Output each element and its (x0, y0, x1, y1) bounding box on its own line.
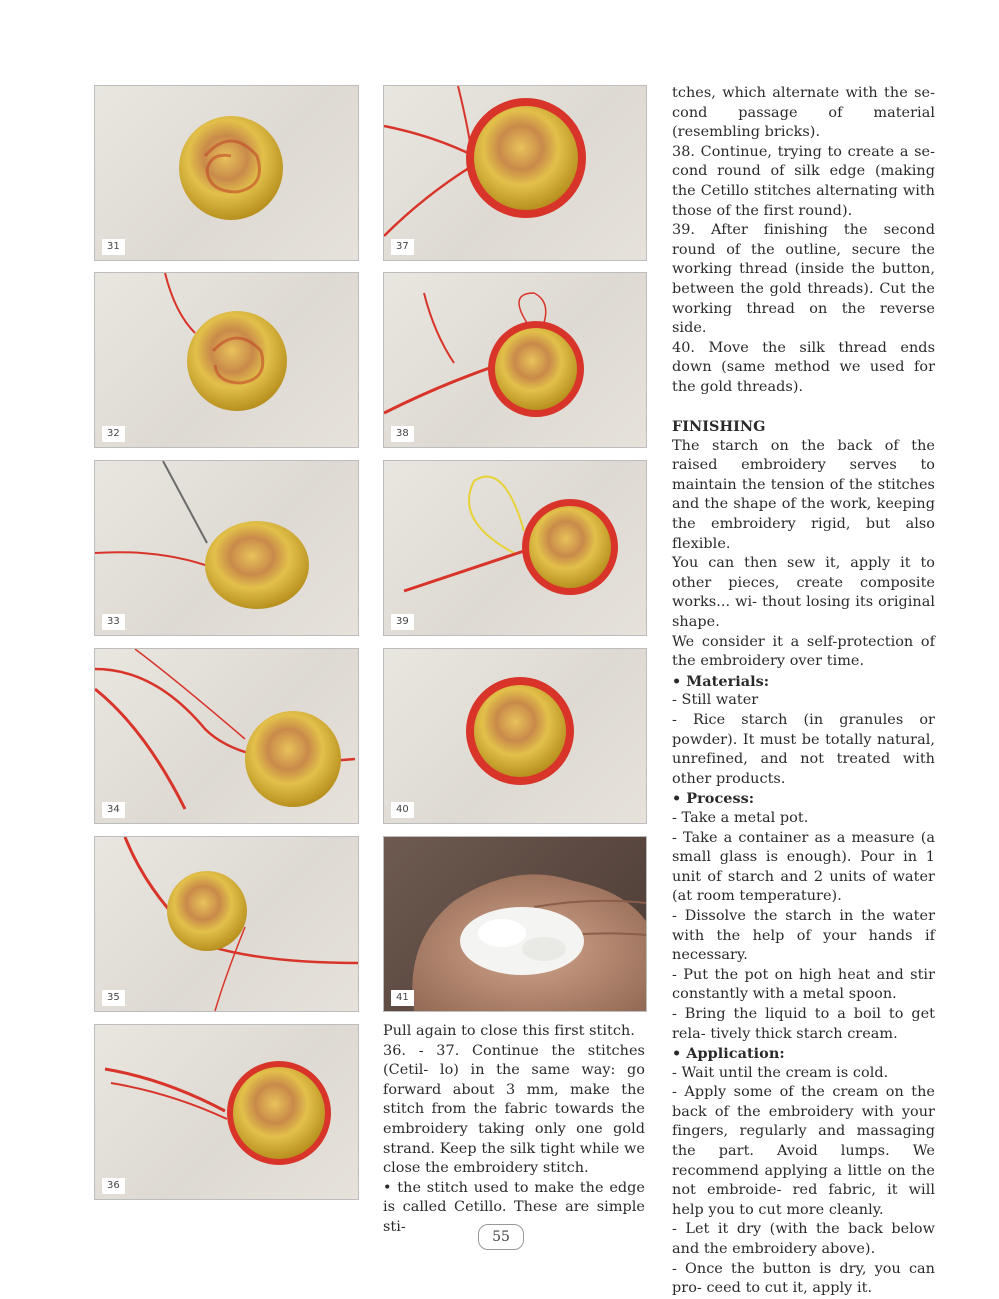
list-item: - Take a container as a measure (a small glass is enough). Pour in 1 unit of starch and 2 units of water (at room temperature). (672, 829, 935, 905)
figure-39 (383, 460, 647, 636)
hand-with-rice-starch-photo (384, 837, 646, 1011)
figure-36 (94, 1024, 359, 1200)
paragraph: You can then sew it, apply it to other pieces, create composite works... wi- thout losing its original shape. (672, 555, 935, 631)
button-photo-34 (95, 649, 358, 823)
figure-number: 37 (391, 239, 414, 255)
figure-number: 33 (102, 614, 125, 630)
list-item: - Wait until the cream is cold. (672, 1064, 889, 1081)
paragraph: 40. Move the silk thread ends down (same method we used for the gold threads). (672, 339, 935, 395)
figure-41 (383, 836, 647, 1012)
paragraph: We consider it a self-protection of the embroidery over time. (672, 633, 935, 670)
application-label: • Application: (672, 1045, 785, 1063)
paragraph: The starch on the back of the raised embroidery serves to maintain the tension of the stitches and the shape of the work, keeping the embroidery rigid, but also flexible. (672, 437, 935, 552)
figure-31 (94, 85, 359, 261)
figure-number: 32 (102, 426, 125, 442)
paragraph: • the stitch used to make the edge is called Cetillo. These are simple sti- (383, 1179, 645, 1235)
figure-number: 35 (102, 990, 125, 1006)
figure-number: 38 (391, 426, 414, 442)
figure-number: 34 (102, 802, 125, 818)
figure-38 (383, 272, 647, 448)
process-label: • Process: (672, 790, 755, 808)
button-photo-32 (95, 273, 358, 447)
button-photo-39 (384, 461, 646, 635)
button-photo-40 (384, 649, 646, 823)
button-photo-33 (95, 461, 358, 635)
paragraph: 39. After finishing the second round of the outline, secure the working thread (inside the button, between the gold threads). Cut the working thread on the reverse side. (672, 222, 935, 337)
figure-40 (383, 648, 647, 824)
button-photo-31 (95, 86, 358, 260)
figure-number: 31 (102, 239, 125, 255)
list-item: - Still water (672, 692, 759, 709)
button-photo-37 (384, 86, 646, 260)
paragraph: 38. Continue, trying to create a se- cond round of silk edge (making the Cetillo stitches alternating with those of the first round). (672, 143, 935, 219)
paragraph: Pull again to close this first stitch. (383, 1023, 635, 1039)
button-photo-35 (95, 837, 358, 1011)
figure-number: 40 (391, 802, 414, 818)
list-item: - Rice starch (in granules or powder). It must be totally natural, unrefined, and not treated with other products. (672, 712, 935, 787)
materials-label: • Materials: (672, 672, 770, 690)
button-photo-38 (384, 273, 646, 447)
list-item: - Put the pot on high heat and stir constantly with a metal spoon. (672, 966, 935, 1003)
list-item: - Bring the liquid to a boil to get rela- tively thick starch cream. (672, 1005, 935, 1042)
list-item: - Let it dry (with the back below and the embroidery above). (672, 1221, 935, 1258)
middle-column-text (383, 1022, 645, 1238)
right-column-text (672, 84, 935, 1299)
figure-number: 41 (391, 990, 414, 1006)
figure-number: 39 (391, 614, 414, 630)
paragraph: 36. - 37. Continue the stitches (Cetil- lo) in the same way: go forward about 3 mm, make the stitch from the fabric towards the embroidery taking only one gold strand. Keep the silk tight while we close the embroidery stitch. (383, 1042, 645, 1177)
page-number: 55 (478, 1224, 524, 1250)
section-heading: FINISHING (672, 418, 766, 436)
figure-32 (94, 272, 359, 448)
figure-34 (94, 648, 359, 824)
paragraph: tches, which alternate with the se- cond passage of material (resembling bricks). (672, 85, 935, 141)
figure-35 (94, 836, 359, 1012)
list-item: - Take a metal pot. (672, 809, 809, 826)
list-item: - Dissolve the starch in the water with the help of your hands if necessary. (672, 907, 935, 964)
button-photo-36 (95, 1025, 358, 1199)
figure-number: 36 (102, 1178, 125, 1194)
list-item: - Once the button is dry, you can pro- ceed to cut it, apply it. (672, 1260, 935, 1297)
list-item: - Apply some of the cream on the back of the embroidery with your fingers, regularly and massaging the part. Avoid lumps. We recommend applying a little on the not embroide- red fabric, it will help you to cut more cleanly. (672, 1084, 935, 1218)
figure-33 (94, 460, 359, 636)
figure-37 (383, 85, 647, 261)
